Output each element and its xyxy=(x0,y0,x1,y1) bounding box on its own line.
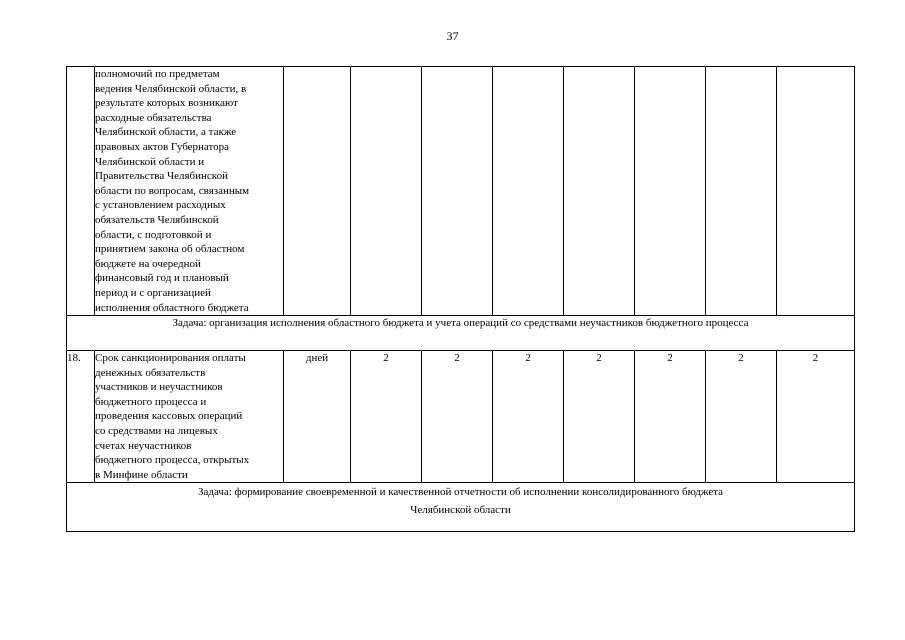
value-cell xyxy=(493,67,564,316)
indicator-value: 2 xyxy=(351,351,422,483)
indicator-value: 2 xyxy=(706,351,777,483)
table-row-18 xyxy=(67,351,855,483)
indicator-value: 2 xyxy=(422,351,493,483)
value-cell xyxy=(351,67,422,316)
value-cell xyxy=(706,67,777,316)
row-number-cell xyxy=(67,67,95,316)
value-cell xyxy=(564,67,635,316)
indicator-value: 2 xyxy=(564,351,635,483)
indicators-table xyxy=(66,66,855,532)
value-cell xyxy=(777,67,855,316)
task-heading xyxy=(67,483,855,532)
table-row-continuation xyxy=(67,67,855,316)
task-heading-line: Челябинской области xyxy=(410,504,511,517)
task-row xyxy=(67,316,855,351)
task-heading: Задача: организация исполнения областного бюджета и учета операций со средствами неучастников бюджетного процесса xyxy=(67,316,855,351)
indicator-description: полномочий по предметам ведения Челябинской области, в результате которых возникают расходные обязательства Челябинской области, а также правовых актов Губернатора Челябинской области и Правительства Челябинской области по вопросам, связанным с установлением расходных обязательств Челябинской области, с подготовкой и принятием закона об областном бюджете на очередной финансовый год и плановый период и с организацией исполнения областного бюджета xyxy=(95,67,284,316)
unit-cell xyxy=(284,67,351,316)
page-number: 37 xyxy=(446,29,459,43)
indicator-value: 2 xyxy=(635,351,706,483)
task-row xyxy=(67,483,855,532)
value-cell xyxy=(422,67,493,316)
indicator-value: 2 xyxy=(777,351,855,483)
indicator-value: 2 xyxy=(493,351,564,483)
task-heading-line: Задача: формирование своевременной и качественной отчетности об исполнении консолидированного бюджета xyxy=(197,486,724,499)
value-cell xyxy=(635,67,706,316)
indicator-description: Срок санкционирования оплаты денежных обязательств участников и неучастников бюджетного процесса и проведения кассовых операций со средствами на лицевых счетах неучастников бюджетного процесса, открытых в Минфине области xyxy=(95,351,284,483)
row-number: 18. xyxy=(67,351,95,483)
unit-of-measure: дней xyxy=(284,351,351,483)
